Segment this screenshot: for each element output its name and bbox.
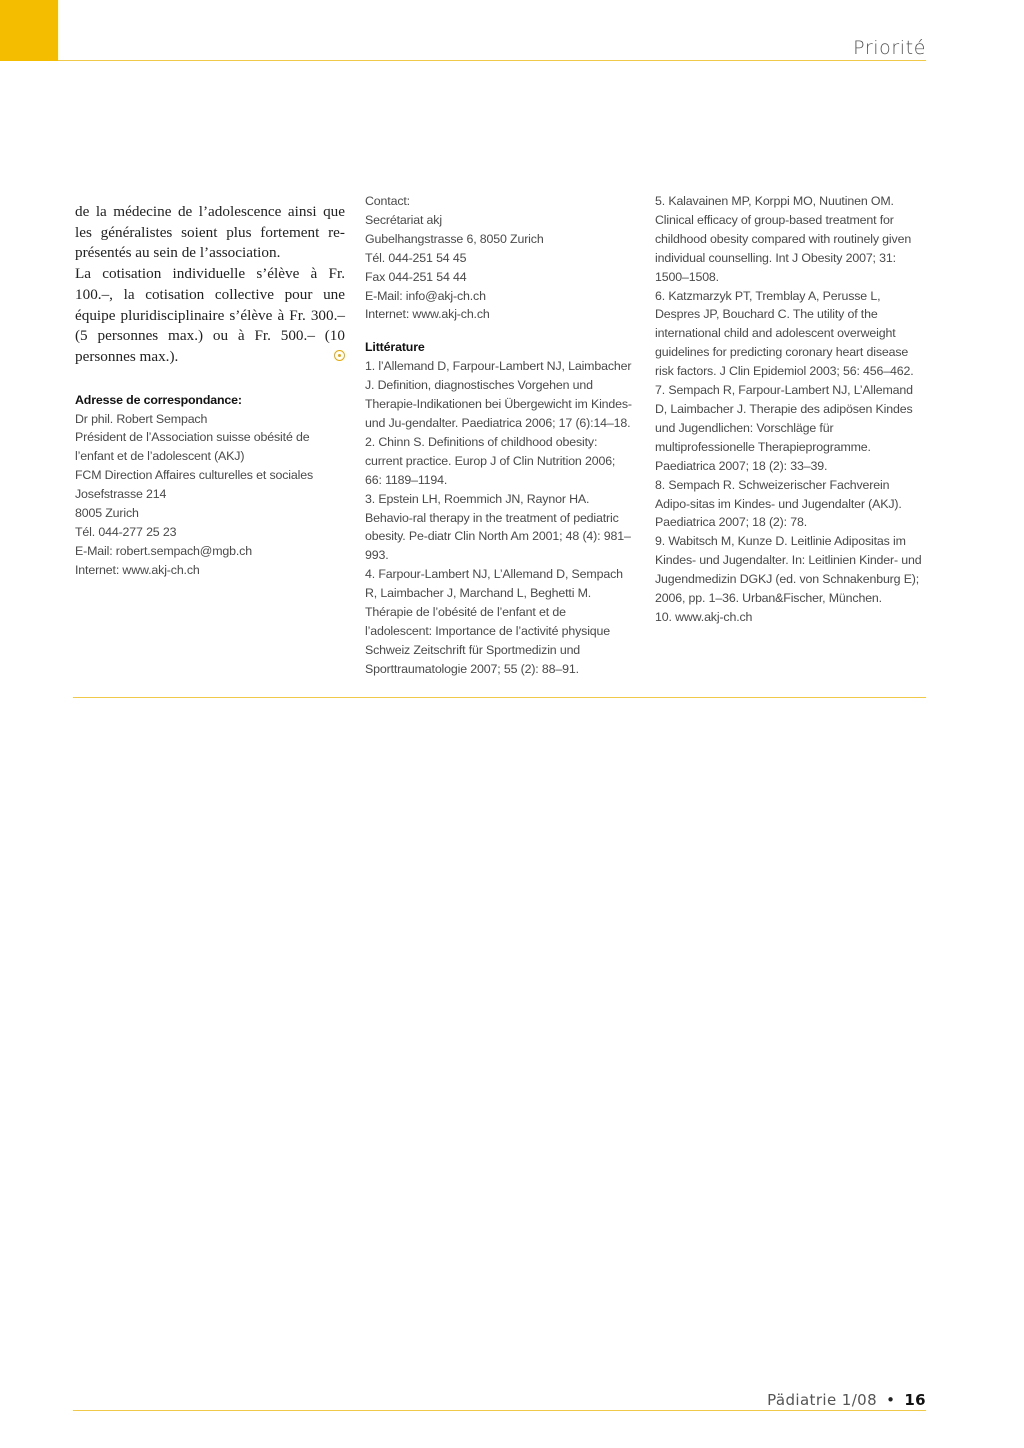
address-line: FCM Direction Affaires culturelles et sociales <box>75 468 314 483</box>
column-2 <box>365 192 633 679</box>
address-line: Internet: www.akj-ch.ch <box>75 562 200 577</box>
body-paragraph-2 <box>75 264 345 368</box>
body-text <box>75 202 345 368</box>
reference-item: 4. Farpour-Lambert NJ, L’Allemand D, Sempach R, Laimbacher J, Marchand L, Beghetti M. Thérapie de l’obésité de l’enfant et de l’adolescent: Importance de l’activité physique Schweiz Zeitschrift für Sportmedizin und Sporttraumatologie 2007; 55 (2): 88–91. <box>365 567 623 676</box>
address-line: Josefstrasse 214 <box>75 487 167 502</box>
address-block <box>75 391 345 580</box>
body-paragraph-2-text: La cotisation individuelle s’élève à Fr. 100.–, la cotisation collective pour une équipe pluridisciplinaire s’élève à Fr. 300.– (5 personnes max.) ou à Fr. 500.– (10 personnes max.). <box>75 265 345 365</box>
literature-block <box>365 338 633 678</box>
references-continued <box>655 192 926 627</box>
literature-heading: Littérature <box>365 340 425 355</box>
column-1 <box>75 192 345 580</box>
article-end-rule <box>73 697 926 698</box>
address-line: Président de l’Association suisse obésité de l’enfant et de l’adolescent (AKJ) <box>75 430 310 464</box>
footer-rule <box>73 1410 926 1411</box>
corner-color-block <box>0 0 58 61</box>
footer-bullet: • <box>886 1391 896 1409</box>
address-line: Tél. 044-277 25 23 <box>75 524 177 539</box>
reference-item: 8. Sempach R. Schweizerischer Fachverein Adipo-sitas im Kindes- und Jugendalter (AKJ). Paediatrica 2007; 18 (2): 78. <box>655 477 902 530</box>
address-line: 8005 Zurich <box>75 506 139 521</box>
reference-item: 6. Katzmarzyk PT, Tremblay A, Perusse L, Despres JP, Bouchard C. The utility of the international child and adolescent overweight guidelines for predicting coronary heart disease risk factors. J Clin Epidemiol 2003; 56: 456–462. <box>655 288 914 379</box>
contact-line: Internet: www.akj-ch.ch <box>365 307 490 322</box>
contact-line: E-Mail: info@akj-ch.ch <box>365 288 486 303</box>
body-paragraph-1: de la médecine de l’adolescence ainsi que les généralistes soient plus fortement re-présentés au sein de l’association. <box>75 203 345 262</box>
address-heading: Adresse de correspondance: <box>75 392 242 407</box>
reference-item: 9. Wabitsch M, Kunze D. Leitlinie Adipositas im Kindes- und Jugendalter. In: Leitlinien Kinder- und Jugendmedizin DGKJ (ed. von Schnakenburg E); 2006, pp. 1–36. Urban&Fischer, München. <box>655 534 922 606</box>
column-3 <box>655 192 926 627</box>
page-number: 16 <box>904 1391 926 1409</box>
contact-block <box>365 192 633 324</box>
contact-line: Secrétariat akj <box>365 212 442 227</box>
header-rule <box>58 60 926 61</box>
reference-item: 10. www.akj-ch.ch <box>655 609 753 624</box>
end-of-article-icon <box>334 350 345 361</box>
reference-item: 1. l’Allemand D, Farpour-Lambert NJ, Laimbacher J. Definition, diagnostisches Vorgehen und Therapie-Indikationen bei Übergewicht im Kindes- und Ju-gendalter. Paediatrica 2006; 17 (6):14–18. <box>365 359 632 430</box>
page-footer <box>767 1391 926 1409</box>
reference-item: 5. Kalavainen MP, Korppi MO, Nuutinen OM. Clinical efficacy of group-based treatment for childhood obesity compared with routinely given individual counselling. Int J Obesity 2007; 31: 1500–1508. <box>655 194 912 284</box>
contact-line: Fax 044-251 54 44 <box>365 269 467 284</box>
journal-name: Pädiatrie 1/08 <box>767 1391 878 1409</box>
section-title: Priorité <box>853 37 926 59</box>
reference-item: 2. Chinn S. Definitions of childhood obesity: current practice. Europ J of Clin Nutrition 2006; 66: 1189–1194. <box>365 434 616 487</box>
contact-line: Gubelhangstrasse 6, 8050 Zurich <box>365 231 544 246</box>
contact-line: Contact: <box>365 194 410 208</box>
reference-item: 3. Epstein LH, Roemmich JN, Raynor HA. Behavio-ral therapy in the treatment of pediatric obesity. Pe-diatr Clin North Am 2001; 48 (4): 981–993. <box>365 491 631 563</box>
reference-item: 7. Sempach R, Farpour-Lambert NJ, L’Allemand D, Laimbacher J. Therapie des adipösen Kindes und Jugendlichen: Vorschläge für multiprofessionelle Therapieprogramme. Paediatrica 2007; 18 (2): 33–39. <box>655 383 913 473</box>
contact-line: Tél. 044-251 54 45 <box>365 250 467 265</box>
address-line: E-Mail: robert.sempach@mgb.ch <box>75 543 252 558</box>
address-line: Dr phil. Robert Sempach <box>75 411 208 426</box>
